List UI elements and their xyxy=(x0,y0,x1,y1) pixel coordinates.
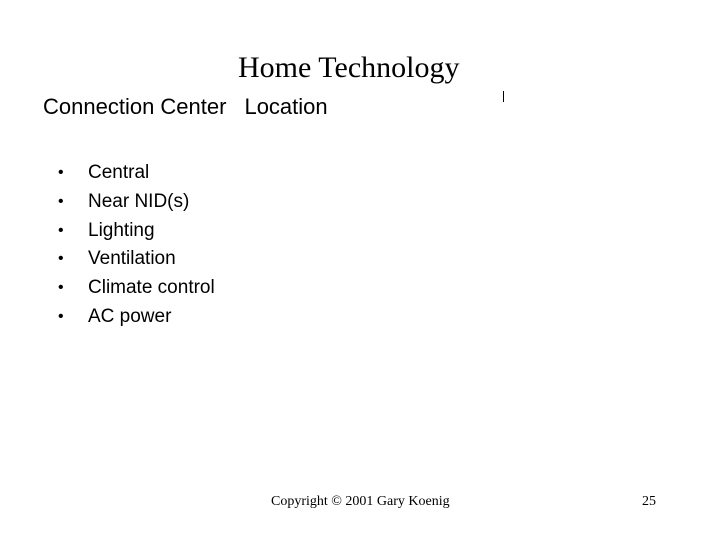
subtitle-connection-center: Connection Center xyxy=(43,94,227,119)
bullet-list xyxy=(58,159,215,332)
page-number: 25 xyxy=(642,494,656,509)
bullet-text: Central xyxy=(88,162,150,183)
bullet-icon: • xyxy=(58,279,64,297)
stray-tick-mark xyxy=(503,91,504,102)
bullet-text: Lighting xyxy=(88,219,155,241)
list-item xyxy=(58,217,215,246)
bullet-text: AC power xyxy=(88,305,172,327)
bullet-icon: • xyxy=(58,221,64,239)
bullet-text: Near NID(s) xyxy=(88,190,190,212)
list-item xyxy=(58,274,215,303)
slide-subtitle xyxy=(43,93,328,121)
bullet-icon: • xyxy=(58,164,64,181)
list-item xyxy=(58,245,215,274)
subtitle-location: Location xyxy=(244,94,328,119)
footer-copyright: Copyright © 2001 Gary Koenig xyxy=(271,494,450,509)
list-item xyxy=(58,188,215,217)
bullet-icon: • xyxy=(58,307,64,325)
bullet-text: Climate control xyxy=(88,277,215,299)
bullet-icon: • xyxy=(58,192,64,210)
bullet-text: Ventilation xyxy=(88,248,176,270)
list-item xyxy=(58,159,215,188)
bullet-icon: • xyxy=(58,250,64,268)
list-item xyxy=(58,303,215,332)
slide-title: Home Technology xyxy=(238,51,460,84)
